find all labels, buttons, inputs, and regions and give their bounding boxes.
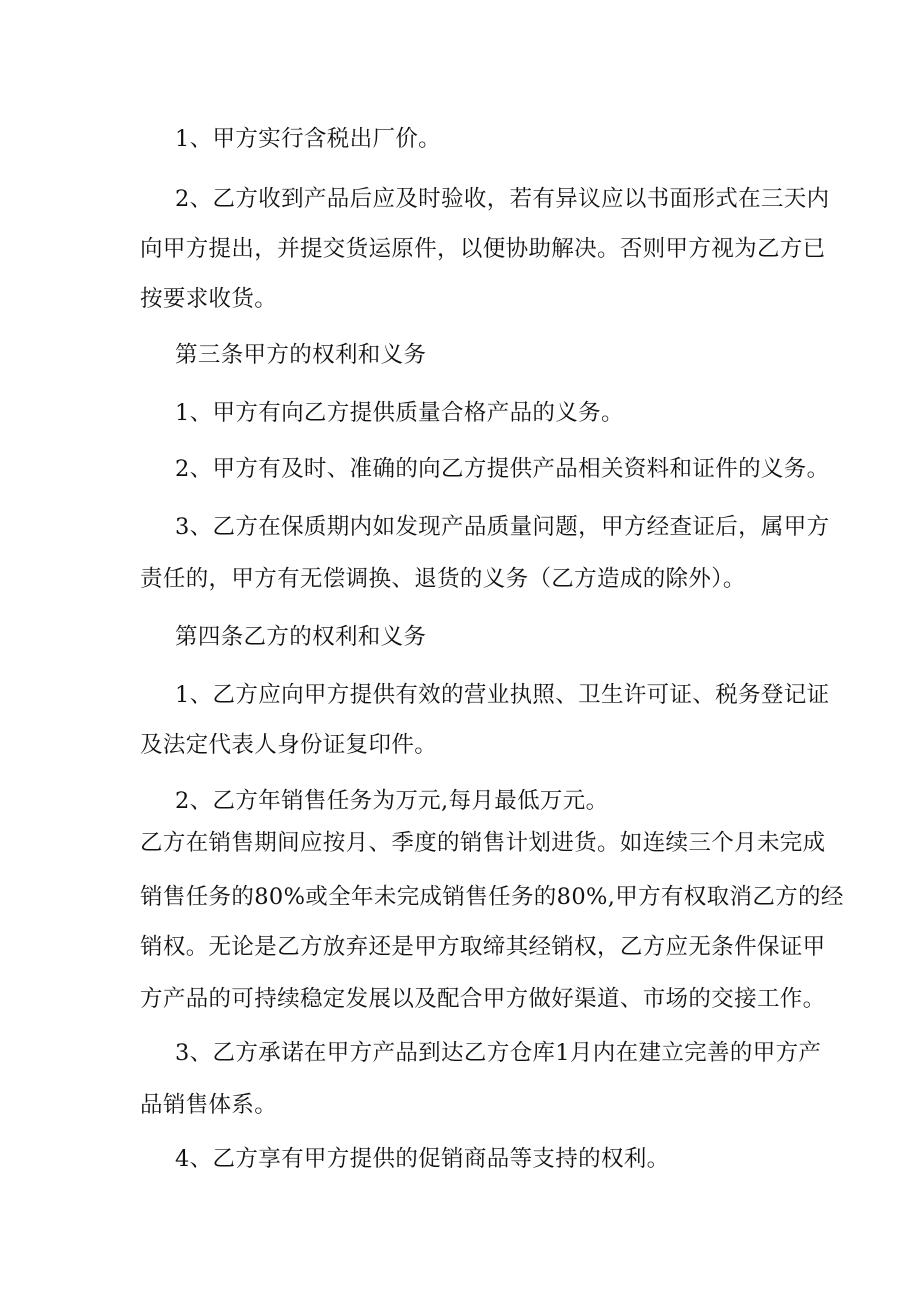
party-b-duty-4: 4、乙方享有甲方提供的促销商品等支持的权利。 [175, 1146, 670, 1172]
party-b-duty-2: 2、乙方年销售任务为万元,每月最低万元。 [175, 788, 609, 814]
clause-acceptance-line-3: 按要求收货。 [140, 286, 278, 312]
party-b-duty-1-line-2: 及法定代表人身份证复印件。 [140, 732, 438, 758]
sales-plan-line-1: 乙方在销售期间应按月、季度的销售计划进货。如连续三个月未完成 [140, 830, 826, 856]
sales-plan-line-3: 销权。无论是乙方放弃还是甲方取缔其经销权，乙方应无条件保证甲 [140, 934, 826, 960]
sales-plan-line-2: 销售任务的80%或全年未完成销售任务的80%,甲方有权取消乙方的经 [140, 884, 844, 910]
party-b-duty-1-line-1: 1、乙方应向甲方提供有效的营业执照、卫生许可证、税务登记证 [175, 682, 830, 708]
clause-price-line: 1、甲方实行含税出厂价。 [175, 126, 442, 152]
clause-acceptance-line-2: 向甲方提出，并提交货运原件，以便协助解决。否则甲方视为乙方已 [140, 236, 826, 262]
sales-plan-line-4: 方产品的可持续稳定发展以及配合甲方做好渠道、市场的交接工作。 [140, 986, 826, 1012]
party-a-duty-2: 2、甲方有及时、准确的向乙方提供产品相关资料和证件的义务。 [175, 456, 830, 482]
party-b-duty-3-line-1: 3、乙方承诺在甲方产品到达乙方仓库1月内在建立完善的甲方产 [175, 1040, 822, 1066]
party-a-duty-3-line-2: 责任的，甲方有无偿调换、退货的义务（乙方造成的除外）。 [140, 566, 746, 592]
section-heading-4: 第四条乙方的权利和义务 [175, 624, 427, 650]
section-heading-3: 第三条甲方的权利和义务 [175, 342, 427, 368]
party-a-duty-1: 1、甲方有向乙方提供质量合格产品的义务。 [175, 400, 624, 426]
clause-acceptance-line-1: 2、乙方收到产品后应及时验收，若有异议应以书面形式在三天内 [175, 186, 830, 212]
party-a-duty-3-line-1: 3、乙方在保质期内如发现产品质量问题，甲方经查证后，属甲方 [175, 514, 830, 540]
party-b-duty-3-line-2: 品销售体系。 [140, 1092, 278, 1118]
